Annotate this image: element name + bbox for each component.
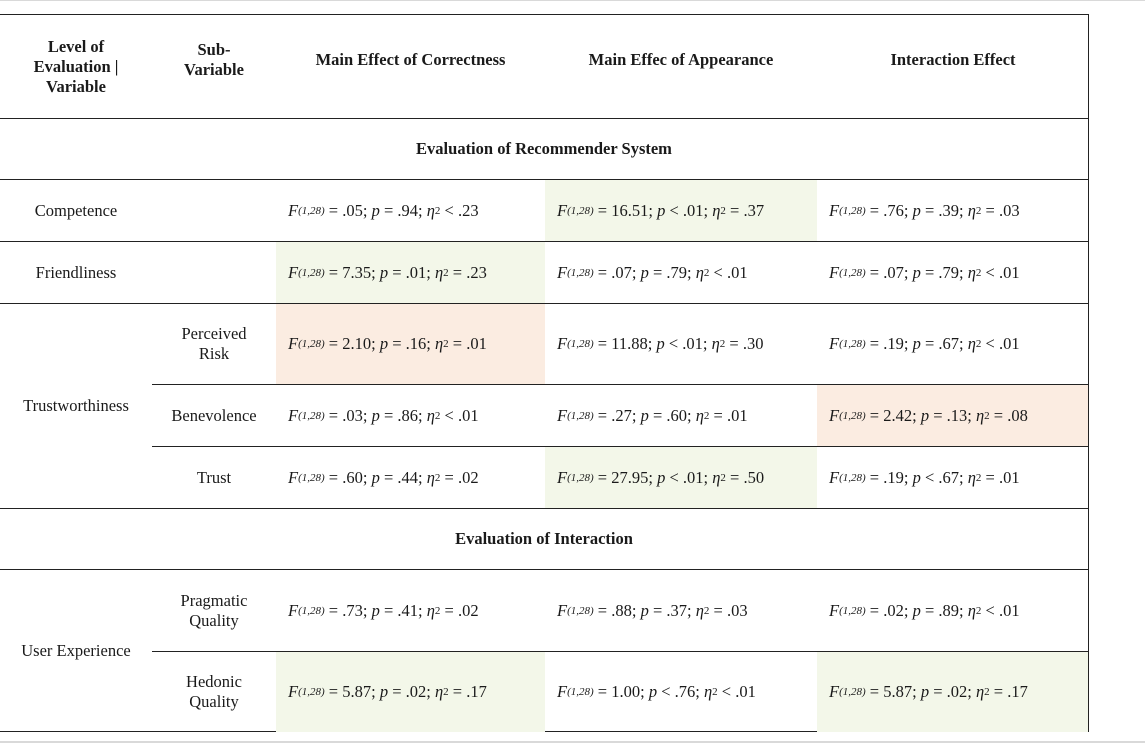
variable-trustworthiness: Trustworthiness bbox=[23, 396, 129, 415]
p-symbol: p bbox=[912, 200, 921, 220]
p-value: = .02; bbox=[392, 682, 431, 701]
p-symbol: p bbox=[912, 262, 921, 282]
f-symbol: F bbox=[557, 600, 568, 620]
p-symbol: p bbox=[379, 334, 389, 353]
f-symbol: F bbox=[557, 200, 568, 220]
eta-symbol: η bbox=[967, 200, 976, 220]
p-symbol: p bbox=[640, 262, 649, 282]
p-symbol: p bbox=[657, 200, 666, 220]
p-value: = .13; bbox=[933, 405, 972, 425]
p-symbol: p bbox=[640, 600, 649, 620]
stat-cell: F (1,28) = 5.87; p = .02; η 2 = .17 bbox=[276, 652, 545, 732]
subvariable-perceived-risk bbox=[152, 304, 276, 384]
eta-value: = .03 bbox=[713, 600, 748, 620]
subvariable-benevolence: Benevolence bbox=[171, 405, 257, 425]
subvariable-pragmatic-quality bbox=[152, 570, 276, 651]
header-line: Evaluation | bbox=[33, 56, 119, 76]
eta-symbol: η bbox=[695, 600, 704, 620]
f-symbol: F bbox=[829, 682, 840, 701]
f-value: = .03; bbox=[328, 405, 368, 425]
f-value: = .73; bbox=[328, 600, 368, 620]
p-value: = .94; bbox=[383, 200, 423, 220]
p-value: = .41; bbox=[383, 600, 423, 620]
p-symbol: p bbox=[371, 600, 380, 620]
f-value: = .07; bbox=[597, 262, 637, 282]
stat-cell: F (1,28) = 27.95; p < .01; η 2 = .50 bbox=[545, 447, 817, 508]
p-value: = .44; bbox=[383, 467, 423, 487]
f-value: = 11.88; bbox=[597, 334, 653, 353]
eta-value: < .01 bbox=[444, 405, 479, 425]
eta-value: = .30 bbox=[729, 334, 764, 353]
bottom-rule bbox=[0, 741, 1145, 743]
p-symbol: p bbox=[656, 334, 665, 353]
stat-cell: F (1,28) = 2.42; p = .13; η 2 = .08 bbox=[817, 385, 1088, 446]
p-value: = .89; bbox=[924, 600, 964, 620]
f-symbol: F bbox=[557, 405, 568, 425]
eta-value: = .02 bbox=[444, 467, 479, 487]
eta-symbol: η bbox=[426, 200, 435, 220]
eta-symbol: η bbox=[975, 405, 985, 425]
p-symbol: p bbox=[371, 200, 380, 220]
f-symbol: F bbox=[829, 334, 840, 353]
eta-value: < .01 bbox=[713, 262, 748, 282]
p-value: = .60; bbox=[652, 405, 692, 425]
eta-symbol: η bbox=[712, 200, 721, 220]
variable-competence: Competence bbox=[34, 200, 118, 220]
stat-cell: F (1,28) = 11.88; p < .01; η 2 = .30 bbox=[557, 334, 764, 353]
eta-symbol: η bbox=[434, 334, 444, 353]
f-value: = .60; bbox=[328, 467, 368, 487]
subvariable-line: Hedonic bbox=[186, 672, 242, 691]
f-value: = .05; bbox=[328, 200, 368, 220]
header-line: Sub- bbox=[197, 40, 231, 59]
f-value: = 27.95; bbox=[597, 467, 653, 487]
f-value: = .27; bbox=[597, 405, 637, 425]
eta-symbol: η bbox=[695, 405, 704, 425]
stat-cell: F (1,28) = 1.00; p < .76; η 2 < .01 bbox=[557, 682, 756, 701]
f-value: = .19; bbox=[869, 334, 909, 353]
eta-symbol: η bbox=[967, 262, 976, 282]
p-value: < .01; bbox=[668, 334, 708, 353]
p-symbol: p bbox=[912, 600, 921, 620]
p-value: = .67; bbox=[924, 334, 964, 353]
f-value: = .88; bbox=[597, 600, 637, 620]
eta-value: = .37 bbox=[730, 200, 765, 220]
stat-cell: F (1,28) = 16.51; p < .01; η 2 = .37 bbox=[545, 180, 817, 241]
f-symbol: F bbox=[288, 334, 299, 353]
f-symbol: F bbox=[829, 405, 840, 425]
header-interaction-effect: Interaction Effect bbox=[890, 50, 1016, 69]
eta-symbol: η bbox=[434, 262, 444, 282]
p-value: < .67; bbox=[924, 467, 964, 487]
p-value: = .02; bbox=[933, 682, 972, 701]
f-value: = 5.87; bbox=[328, 682, 376, 701]
f-value: = 5.87; bbox=[869, 682, 917, 701]
eta-symbol: η bbox=[695, 262, 704, 282]
stat-cell: F (1,28) = 7.35; p = .01; η 2 = .23 bbox=[276, 242, 545, 303]
header-main-effect-appearance: Main Effec of Appearance bbox=[588, 50, 774, 69]
f-symbol: F bbox=[829, 200, 840, 220]
subvariable-line: Perceived bbox=[181, 324, 247, 343]
stat-cell: F (1,28) = .19; p < .67; η 2 = .01 bbox=[829, 467, 1020, 487]
f-symbol: F bbox=[557, 467, 568, 487]
eta-value: < .01 bbox=[985, 334, 1020, 353]
f-symbol: F bbox=[557, 334, 568, 353]
eta-symbol: η bbox=[711, 334, 720, 353]
eta-value: < .23 bbox=[444, 200, 479, 220]
eta-symbol: η bbox=[426, 600, 435, 620]
f-symbol: F bbox=[829, 262, 840, 282]
stat-cell: F (1,28) = 2.10; p = .16; η 2 = .01 bbox=[276, 304, 545, 384]
subvariable-line: Quality bbox=[189, 692, 239, 711]
eta-symbol: η bbox=[426, 405, 435, 425]
p-value: = .16; bbox=[392, 334, 431, 353]
p-value: = .39; bbox=[924, 200, 964, 220]
eta-value: = .02 bbox=[444, 600, 479, 620]
p-value: < .76; bbox=[661, 682, 700, 701]
stat-cell: F (1,28) = .27; p = .60; η 2 = .01 bbox=[557, 405, 748, 425]
variable-user-experience: User Experience bbox=[21, 641, 131, 660]
eta-value: = .17 bbox=[452, 682, 487, 701]
f-symbol: F bbox=[288, 600, 299, 620]
p-symbol: p bbox=[912, 334, 921, 353]
f-symbol: F bbox=[557, 262, 568, 282]
eta-value: = .17 bbox=[993, 682, 1028, 701]
f-value: = 7.35; bbox=[328, 262, 376, 282]
stat-cell: F (1,28) = .76; p = .39; η 2 = .03 bbox=[829, 200, 1020, 220]
p-symbol: p bbox=[657, 467, 666, 487]
variable-friendliness: Friendliness bbox=[35, 262, 117, 282]
header-line: Variable bbox=[46, 76, 106, 96]
subvariable-line: Pragmatic bbox=[180, 590, 248, 610]
subvariable-line: Risk bbox=[198, 344, 230, 363]
anova-results-table bbox=[0, 14, 1089, 732]
subvariable-hedonic-quality bbox=[152, 652, 276, 732]
eta-value: = .01 bbox=[713, 405, 748, 425]
header-level-of-evaluation bbox=[0, 15, 152, 118]
p-value: < .01; bbox=[669, 467, 709, 487]
header-line: Level of bbox=[47, 36, 105, 56]
f-value: = .07; bbox=[869, 262, 909, 282]
stat-cell: F (1,28) = .02; p = .89; η 2 < .01 bbox=[829, 600, 1020, 620]
stat-cell: F (1,28) = .05; p = .94; η 2 < .23 bbox=[288, 200, 479, 220]
f-symbol: F bbox=[288, 200, 299, 220]
stat-cell: F (1,28) = .19; p = .67; η 2 < .01 bbox=[829, 334, 1020, 353]
subvariable-line: Quality bbox=[189, 610, 239, 630]
header-sub-variable bbox=[152, 15, 276, 105]
header-main-effect-correctness: Main Effect of Correctness bbox=[315, 50, 506, 69]
eta-symbol: η bbox=[703, 682, 713, 701]
f-symbol: F bbox=[288, 682, 299, 701]
f-symbol: F bbox=[829, 600, 840, 620]
stat-cell: F (1,28) = .07; p = .79; η 2 < .01 bbox=[557, 262, 748, 282]
p-value: = .79; bbox=[924, 262, 964, 282]
p-value: < .01; bbox=[669, 200, 709, 220]
eta-value: = .03 bbox=[985, 200, 1020, 220]
f-value: = 2.10; bbox=[328, 334, 376, 353]
p-symbol: p bbox=[379, 262, 389, 282]
eta-value: < .01 bbox=[985, 262, 1020, 282]
f-value: = .76; bbox=[869, 200, 909, 220]
f-symbol: F bbox=[288, 467, 299, 487]
stat-cell: F (1,28) = .88; p = .37; η 2 = .03 bbox=[557, 600, 748, 620]
eta-symbol: η bbox=[434, 682, 444, 701]
eta-value: < .01 bbox=[721, 682, 756, 701]
eta-symbol: η bbox=[967, 334, 976, 353]
p-value: = .86; bbox=[383, 405, 423, 425]
f-value: = 2.42; bbox=[869, 405, 917, 425]
f-symbol: F bbox=[288, 405, 299, 425]
p-symbol: p bbox=[920, 405, 930, 425]
eta-symbol: η bbox=[967, 600, 976, 620]
eta-symbol: η bbox=[975, 682, 985, 701]
f-value: = .02; bbox=[869, 600, 909, 620]
eta-value: = .23 bbox=[452, 262, 487, 282]
eta-symbol: η bbox=[712, 467, 721, 487]
eta-symbol: η bbox=[967, 467, 976, 487]
stat-cell: F (1,28) = .73; p = .41; η 2 = .02 bbox=[288, 600, 479, 620]
stat-cell: F (1,28) = .03; p = .86; η 2 < .01 bbox=[288, 405, 479, 425]
eta-symbol: η bbox=[426, 467, 435, 487]
f-symbol: F bbox=[557, 682, 568, 701]
header-line: Variable bbox=[184, 60, 244, 79]
p-symbol: p bbox=[371, 467, 380, 487]
p-symbol: p bbox=[640, 405, 649, 425]
stat-cell: F (1,28) = .60; p = .44; η 2 = .02 bbox=[288, 467, 479, 487]
p-symbol: p bbox=[371, 405, 380, 425]
stat-cell: F (1,28) = 5.87; p = .02; η 2 = .17 bbox=[817, 652, 1088, 732]
section-title-interaction: Evaluation of Interaction bbox=[455, 529, 633, 548]
f-value: = .19; bbox=[869, 467, 909, 487]
eta-value: = .08 bbox=[993, 405, 1028, 425]
f-value: = 16.51; bbox=[597, 200, 653, 220]
subvariable-trust: Trust bbox=[196, 467, 232, 487]
eta-value: = .01 bbox=[985, 467, 1020, 487]
p-value: = .01; bbox=[392, 262, 431, 282]
f-symbol: F bbox=[288, 262, 299, 282]
stat-cell: F (1,28) = .07; p = .79; η 2 < .01 bbox=[829, 262, 1020, 282]
section-title-recommender: Evaluation of Recommender System bbox=[416, 139, 672, 158]
top-rule bbox=[0, 0, 1145, 1]
p-symbol: p bbox=[648, 682, 658, 701]
p-value: = .37; bbox=[652, 600, 692, 620]
f-value: = 1.00; bbox=[597, 682, 645, 701]
p-symbol: p bbox=[379, 682, 389, 701]
p-symbol: p bbox=[920, 682, 930, 701]
p-value: = .79; bbox=[652, 262, 692, 282]
eta-value: = .50 bbox=[730, 467, 765, 487]
eta-value: = .01 bbox=[452, 334, 487, 353]
eta-value: < .01 bbox=[985, 600, 1020, 620]
f-symbol: F bbox=[829, 467, 840, 487]
p-symbol: p bbox=[912, 467, 921, 487]
